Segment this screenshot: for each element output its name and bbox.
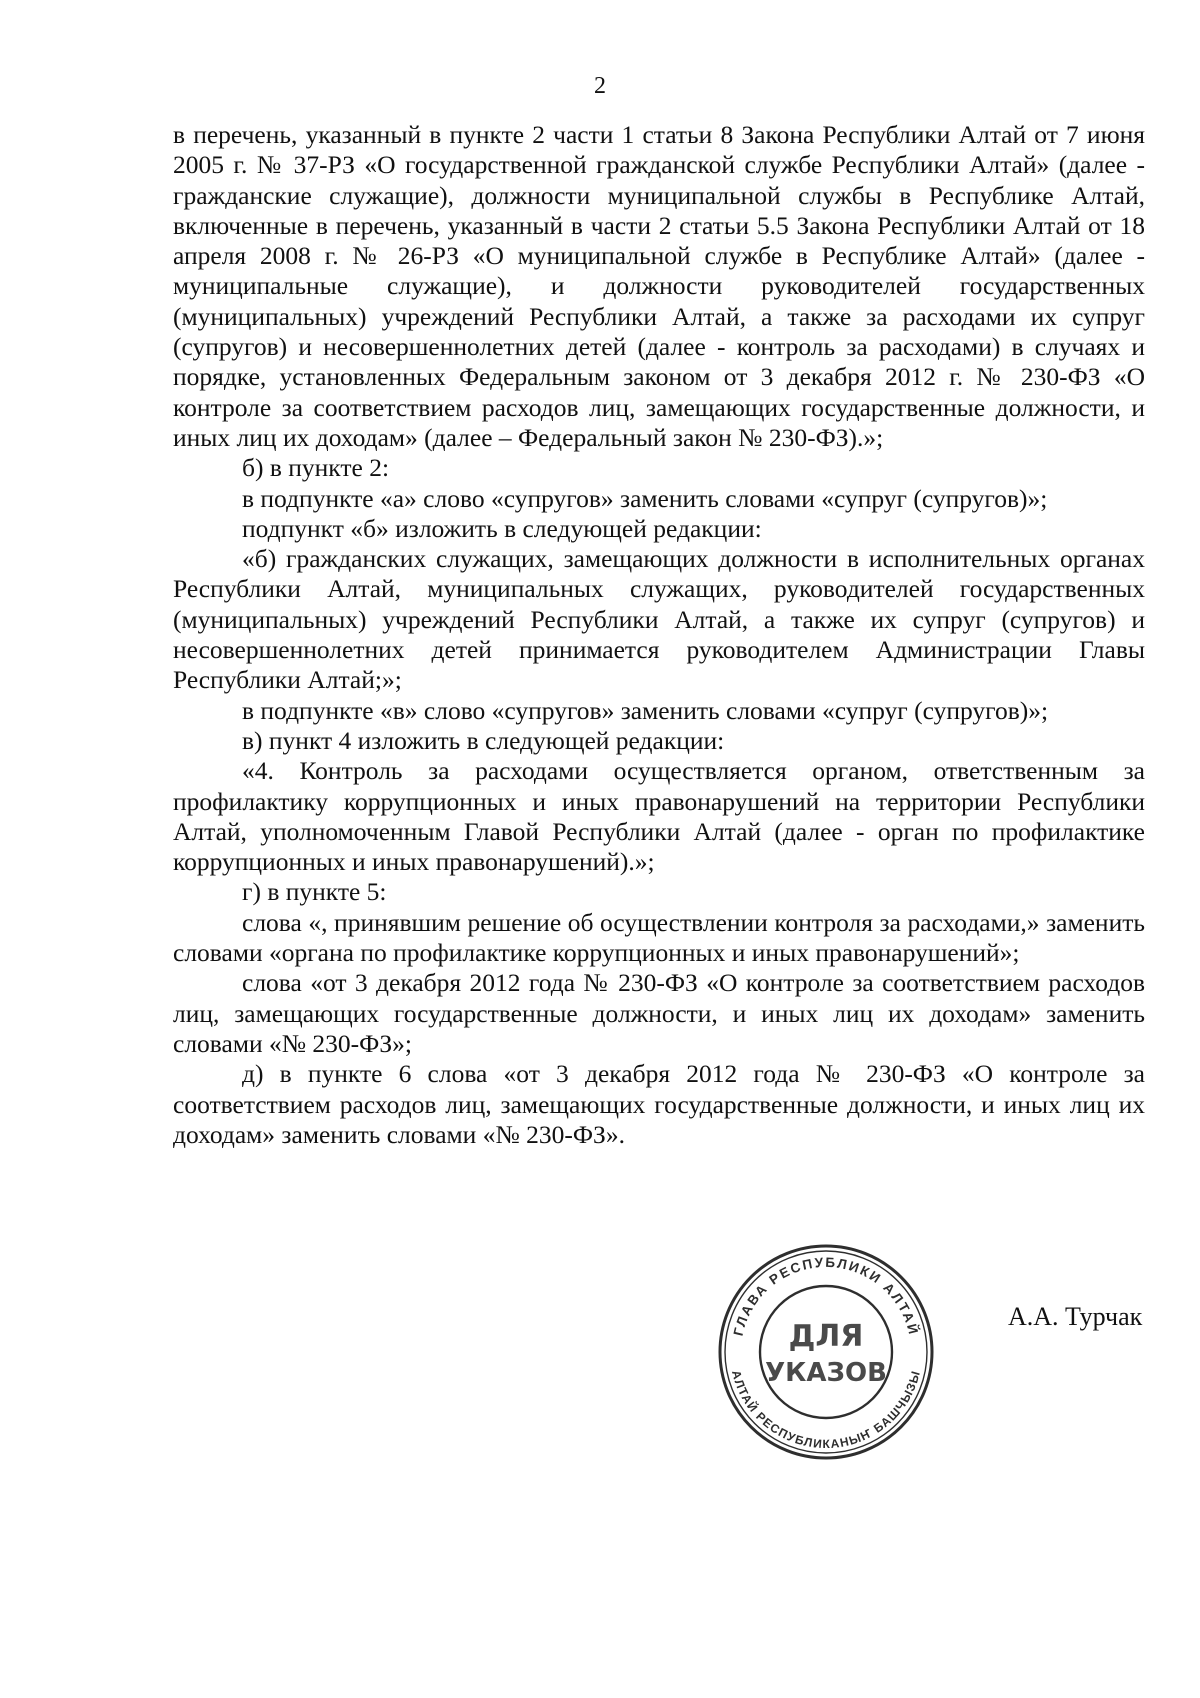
paragraph-subitem-b-text: «б) гражданских служащих, замещающих должности в исполнительных органах Республики Алтай, муниципальных служащих, руководителей государственных (муниципальных) учреждений Республики Алтай, а также их супруг (супругов) и несовершеннолетних детей принимается руководителем Администрации Главы Республики Алтай;»; — [173, 544, 1145, 695]
paragraph-item-v: в) пункт 4 изложить в следующей редакции: — [242, 725, 725, 755]
paragraph-point-4-text: «4. Контроль за расходами осуществляется органом, ответственным за профилактику коррупционных и иных правонарушений на территории Республики Алтай, уполномоченным Главой Республики Алтай (далее - орган по профилактике коррупционных и иных правонарушений).»; — [173, 756, 1145, 877]
stamp-top-text: ГЛАВА РЕСПУБЛИКИ АЛТАЙ — [730, 1254, 922, 1338]
paragraph-item-g-words-2: слова «от 3 декабря 2012 года № 230-ФЗ «О контроле за соответствием расходов лиц, замещающих государственные должности, и иных лиц их доходам» заменить словами «№ 230-ФЗ»; — [173, 968, 1145, 1058]
stamp-center-line-1: ДЛЯ — [788, 1319, 864, 1354]
paragraph-item-g: г) в пункте 5: — [242, 877, 387, 907]
page-number: 2 — [594, 73, 606, 99]
paragraph-item-b: б) в пункте 2: — [242, 453, 390, 483]
document-body — [173, 120, 1145, 1150]
paragraph-subitem-v: в подпункте «в» слово «супругов» заменить словами «супруг (супругов)»; — [242, 695, 1049, 725]
stamp-center-line-2: УКАЗОВ — [765, 1358, 887, 1388]
paragraph-item-d: д) в пункте 6 слова «от 3 декабря 2012 года № 230-ФЗ «О контроле за соответствием расходов лиц, замещающих государственные должности, и иных лиц их доходам» заменить словами «№ 230-ФЗ». — [173, 1059, 1145, 1149]
official-stamp — [716, 1242, 936, 1462]
paragraph-continuation: в перечень, указанный в пункте 2 части 1 статьи 8 Закона Республики Алтай от 7 июня 2005 г. № 37-РЗ «О государственной гражданской службе Республики Алтай» (далее - гражданские служащие), должности муниципальной службы в Республике Алтай, включенные в перечень, указанный в части 2 статьи 5.5 Закона Республики Алтай от 18 апреля 2008 г. № 26-РЗ «О муниципальной службе в Республике Алтай» (далее - муниципальные служащие), и должности руководителей государственных (муниципальных) учреждений Республики Алтай, а также за расходами их супруг (супругов) и несовершеннолетних детей (далее - контроль за расходами) в случаях и порядке, установленных Федеральным законом от 3 декабря 2012 г. № 230-ФЗ «О контроле за соответствием расходов лиц, замещающих государственные должности, и иных лиц их доходам» (далее – Федеральный закон № 230-ФЗ).»; — [173, 120, 1145, 452]
signatory-name: А.А. Турчак — [1008, 1302, 1143, 1331]
stamp-bottom-text: АЛТАЙ РЕСПУБЛИКАНЫҤ БАШЧЫЗЫ — [728, 1368, 924, 1452]
paragraph-subitem-b-intro: подпункт «б» изложить в следующей редакции: — [242, 513, 762, 543]
paragraph-item-g-words-1: слова «, принявшим решение об осуществлении контроля за расходами,» заменить словами «органа по профилактике коррупционных и иных правонарушений»; — [173, 907, 1145, 968]
paragraph-subitem-a: в подпункте «а» слово «супругов» заменить словами «супруг (супругов)»; — [242, 483, 1048, 513]
